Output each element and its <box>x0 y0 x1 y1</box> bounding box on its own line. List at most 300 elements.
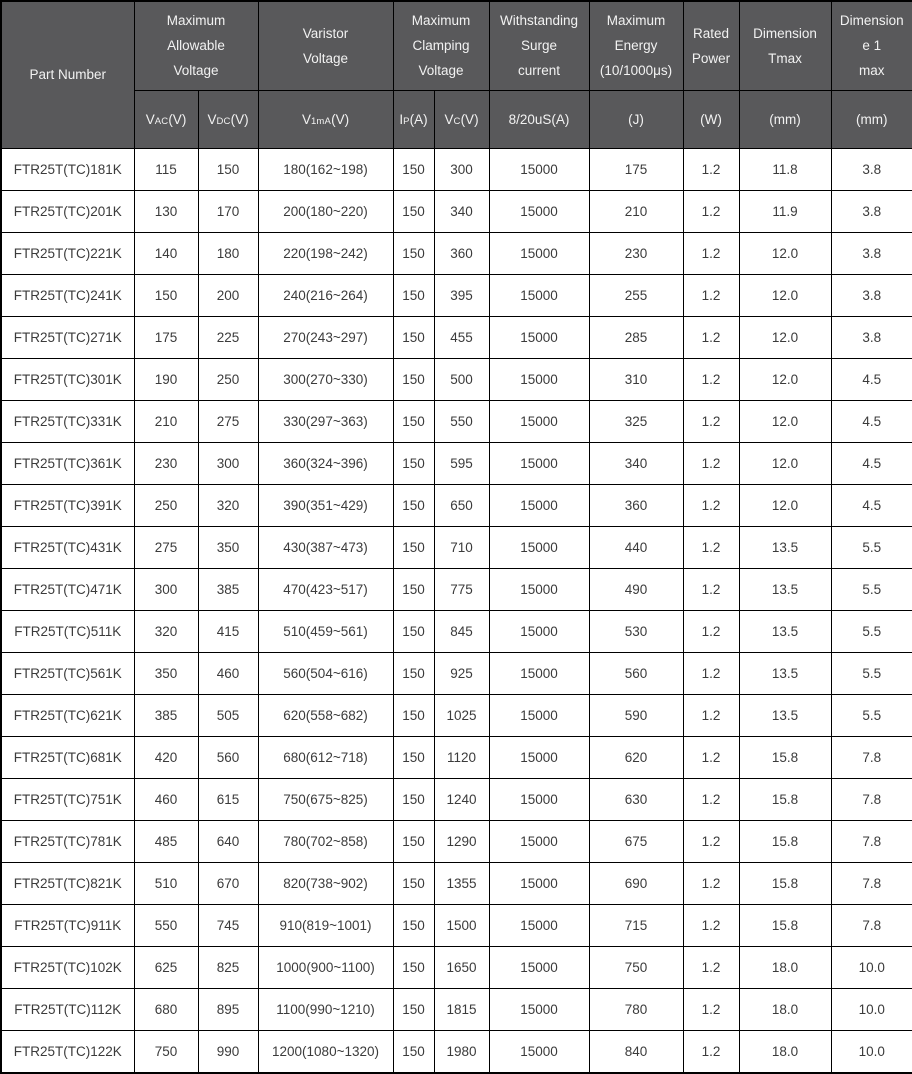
table-cell: 150 <box>393 526 434 568</box>
table-cell: 1.2 <box>683 484 739 526</box>
table-cell: 485 <box>134 820 198 862</box>
table-cell: 150 <box>393 232 434 274</box>
table-row <box>1 988 912 1030</box>
table-cell: 150 <box>393 484 434 526</box>
table-cell: 15000 <box>489 526 589 568</box>
table-cell: 15000 <box>489 694 589 736</box>
part-number-cell: FTR25T(TC)391K <box>1 484 134 526</box>
table-cell: 560 <box>198 736 258 778</box>
table-cell: 210 <box>589 190 683 232</box>
table-cell: 130 <box>134 190 198 232</box>
header-label-line: Voltage <box>418 63 464 79</box>
table-cell: 3.8 <box>831 148 912 190</box>
table-row <box>1 736 912 778</box>
table-cell: 1.2 <box>683 862 739 904</box>
col-group-maximum-allowable-voltage <box>134 1 258 90</box>
table-cell: 1650 <box>434 946 489 988</box>
table-row <box>1 232 912 274</box>
table-cell: 440 <box>589 526 683 568</box>
symbol-subscript: C <box>453 115 461 127</box>
table-row <box>1 148 912 190</box>
table-cell: 680(612~718) <box>258 736 393 778</box>
header-label-line: current <box>518 63 561 79</box>
part-number-cell: FTR25T(TC)561K <box>1 652 134 694</box>
header-label-line: Withstanding <box>500 13 579 29</box>
table-cell: 420 <box>134 736 198 778</box>
table-cell: 11.9 <box>739 190 831 232</box>
table-cell: 825 <box>198 946 258 988</box>
table-cell: 1.2 <box>683 190 739 232</box>
table-cell: 1.2 <box>683 316 739 358</box>
table-cell: 200(180~220) <box>258 190 393 232</box>
table-cell: 350 <box>198 526 258 568</box>
table-cell: 775 <box>434 568 489 610</box>
table-cell: 7.8 <box>831 736 912 778</box>
table-cell: 1.2 <box>683 820 739 862</box>
table-cell: 5.5 <box>831 568 912 610</box>
table-cell: 15000 <box>489 904 589 946</box>
table-header <box>1 1 912 148</box>
table-cell: 1815 <box>434 988 489 1030</box>
table-cell: 15.8 <box>739 904 831 946</box>
table-cell: 1500 <box>434 904 489 946</box>
symbol-unit: (V) <box>230 111 249 127</box>
header-label-line: Surge <box>521 38 558 54</box>
table-cell: 240(216~264) <box>258 274 393 316</box>
table-cell: 470(423~517) <box>258 568 393 610</box>
table-body <box>1 148 912 1073</box>
table-cell: 3.8 <box>831 274 912 316</box>
part-number-cell: FTR25T(TC)301K <box>1 358 134 400</box>
table-cell: 340 <box>589 442 683 484</box>
symbol-unit: (V) <box>168 111 187 127</box>
table-cell: 15000 <box>489 988 589 1030</box>
table-cell: 1290 <box>434 820 489 862</box>
table-cell: 150 <box>198 148 258 190</box>
header-label-line: Dimension <box>839 13 904 29</box>
table-cell: 460 <box>134 778 198 820</box>
table-cell: 15000 <box>489 190 589 232</box>
table-cell: 500 <box>434 358 489 400</box>
table-cell: 4.5 <box>831 442 912 484</box>
header-label-line: (10/1000μs) <box>599 63 673 79</box>
table-cell: 10.0 <box>831 988 912 1030</box>
table-cell: 12.0 <box>739 442 831 484</box>
table-row <box>1 694 912 736</box>
table-cell: 4.5 <box>831 358 912 400</box>
part-number-cell: FTR25T(TC)181K <box>1 148 134 190</box>
table-cell: 15000 <box>489 946 589 988</box>
table-cell: 10.0 <box>831 946 912 988</box>
header-label-line: Power <box>691 50 731 66</box>
table-cell: 385 <box>134 694 198 736</box>
table-cell: 615 <box>198 778 258 820</box>
table-cell: 360 <box>434 232 489 274</box>
table-cell: 750(675~825) <box>258 778 393 820</box>
table-cell: 845 <box>434 610 489 652</box>
table-cell: 300 <box>198 442 258 484</box>
table-cell: 590 <box>589 694 683 736</box>
header-label-line: Voltage <box>302 50 349 66</box>
table-cell: 3.8 <box>831 190 912 232</box>
table-row <box>1 400 912 442</box>
table-cell: 15000 <box>489 862 589 904</box>
table-cell: 13.5 <box>739 610 831 652</box>
table-cell: 15000 <box>489 1030 589 1073</box>
table-cell: 200 <box>198 274 258 316</box>
table-cell: 150 <box>393 148 434 190</box>
table-cell: 840 <box>589 1030 683 1073</box>
table-cell: 505 <box>198 694 258 736</box>
symbol-main: V <box>301 111 311 127</box>
table-cell: 1.2 <box>683 610 739 652</box>
symbol-subscript: AC <box>154 115 169 127</box>
table-cell: 925 <box>434 652 489 694</box>
table-cell: 745 <box>198 904 258 946</box>
table-cell: 150 <box>393 778 434 820</box>
table-cell: 150 <box>393 568 434 610</box>
col-header-vac <box>134 90 198 148</box>
table-cell: 13.5 <box>739 694 831 736</box>
table-row <box>1 274 912 316</box>
table-cell: 15000 <box>489 442 589 484</box>
table-cell: 1240 <box>434 778 489 820</box>
table-cell: 150 <box>393 862 434 904</box>
table-cell: 1.2 <box>683 652 739 694</box>
table-cell: 550 <box>134 904 198 946</box>
table-cell: 180(162~198) <box>258 148 393 190</box>
col-header-e1max-unit: (mm) <box>831 90 912 148</box>
table-cell: 140 <box>134 232 198 274</box>
table-row <box>1 1030 912 1073</box>
table-cell: 1.2 <box>683 778 739 820</box>
table-cell: 150 <box>393 904 434 946</box>
header-label-line: Maximum <box>411 13 471 29</box>
table-cell: 300(270~330) <box>258 358 393 400</box>
table-cell: 15000 <box>489 232 589 274</box>
table-cell: 15000 <box>489 736 589 778</box>
table-cell: 150 <box>134 274 198 316</box>
table-cell: 10.0 <box>831 1030 912 1073</box>
table-cell: 250 <box>134 484 198 526</box>
table-cell: 7.8 <box>831 904 912 946</box>
part-number-cell: FTR25T(TC)911K <box>1 904 134 946</box>
table-cell: 1355 <box>434 862 489 904</box>
table-cell: 675 <box>589 820 683 862</box>
table-cell: 5.5 <box>831 694 912 736</box>
header-label-line: Energy <box>614 38 658 54</box>
part-number-cell: FTR25T(TC)112K <box>1 988 134 1030</box>
table-cell: 1.2 <box>683 442 739 484</box>
table-cell: 1.2 <box>683 988 739 1030</box>
symbol-subscript: 1mA <box>310 115 332 127</box>
symbol-subscript: DC <box>216 115 231 127</box>
table-cell: 360(324~396) <box>258 442 393 484</box>
part-number-cell: FTR25T(TC)821K <box>1 862 134 904</box>
table-cell: 150 <box>393 820 434 862</box>
table-cell: 320 <box>134 610 198 652</box>
col-group-maximum-clamping-voltage <box>393 1 489 90</box>
table-cell: 150 <box>393 442 434 484</box>
header-label-line: e 1 <box>862 38 882 54</box>
table-cell: 11.8 <box>739 148 831 190</box>
symbol-main: I <box>399 111 404 127</box>
table-cell: 300 <box>134 568 198 610</box>
table-cell: 190 <box>134 358 198 400</box>
table-cell: 150 <box>393 652 434 694</box>
table-row <box>1 190 912 232</box>
table-cell: 325 <box>589 400 683 442</box>
table-cell: 13.5 <box>739 652 831 694</box>
table-cell: 650 <box>434 484 489 526</box>
table-cell: 220(198~242) <box>258 232 393 274</box>
table-cell: 12.0 <box>739 274 831 316</box>
table-cell: 1120 <box>434 736 489 778</box>
table-cell: 360 <box>589 484 683 526</box>
table-cell: 990 <box>198 1030 258 1073</box>
part-number-cell: FTR25T(TC)621K <box>1 694 134 736</box>
table-cell: 340 <box>434 190 489 232</box>
part-number-cell: FTR25T(TC)781K <box>1 820 134 862</box>
table-cell: 150 <box>393 610 434 652</box>
col-group-rated-power <box>683 1 739 90</box>
col-header-surge: 8/20uS(A) <box>489 90 589 148</box>
table-cell: 210 <box>134 400 198 442</box>
part-number-cell: FTR25T(TC)331K <box>1 400 134 442</box>
col-header-v1ma <box>258 90 393 148</box>
col-header-vc <box>434 90 489 148</box>
part-number-cell: FTR25T(TC)241K <box>1 274 134 316</box>
table-cell: 680 <box>134 988 198 1030</box>
table-cell: 15.8 <box>739 736 831 778</box>
table-row <box>1 358 912 400</box>
part-number-cell: FTR25T(TC)361K <box>1 442 134 484</box>
symbol-main: V <box>145 111 155 127</box>
col-header-vdc <box>198 90 258 148</box>
table-cell: 1.2 <box>683 904 739 946</box>
col-group-withstanding-surge-current <box>489 1 589 90</box>
table-cell: 5.5 <box>831 610 912 652</box>
table-cell: 255 <box>589 274 683 316</box>
table-cell: 670 <box>198 862 258 904</box>
table-cell: 780(702~858) <box>258 820 393 862</box>
table-cell: 1.2 <box>683 736 739 778</box>
table-cell: 1025 <box>434 694 489 736</box>
table-cell: 13.5 <box>739 526 831 568</box>
col-group-dimension-e1-max <box>831 1 912 90</box>
table-cell: 4.5 <box>831 400 912 442</box>
table-cell: 270(243~297) <box>258 316 393 358</box>
part-number-cell: FTR25T(TC)471K <box>1 568 134 610</box>
part-number-cell: FTR25T(TC)751K <box>1 778 134 820</box>
table-cell: 3.8 <box>831 316 912 358</box>
table-cell: 620 <box>589 736 683 778</box>
table-cell: 150 <box>393 946 434 988</box>
table-cell: 275 <box>198 400 258 442</box>
table-row <box>1 442 912 484</box>
table-cell: 560(504~616) <box>258 652 393 694</box>
table-cell: 225 <box>198 316 258 358</box>
table-cell: 180 <box>198 232 258 274</box>
table-cell: 7.8 <box>831 862 912 904</box>
table-cell: 320 <box>198 484 258 526</box>
table-cell: 1.2 <box>683 232 739 274</box>
table-cell: 15000 <box>489 148 589 190</box>
table-cell: 390(351~429) <box>258 484 393 526</box>
table-cell: 625 <box>134 946 198 988</box>
col-group-maximum-energy <box>589 1 683 90</box>
table-cell: 18.0 <box>739 1030 831 1073</box>
table-cell: 1200(1080~1320) <box>258 1030 393 1073</box>
table-cell: 710 <box>434 526 489 568</box>
part-number-cell: FTR25T(TC)201K <box>1 190 134 232</box>
header-label-line: Rated <box>693 25 730 41</box>
table-cell: 12.0 <box>739 358 831 400</box>
table-cell: 350 <box>134 652 198 694</box>
table-cell: 15000 <box>489 820 589 862</box>
table-cell: 15000 <box>489 484 589 526</box>
table-cell: 300 <box>434 148 489 190</box>
table-cell: 715 <box>589 904 683 946</box>
table-cell: 7.8 <box>831 820 912 862</box>
part-number-cell: FTR25T(TC)271K <box>1 316 134 358</box>
table-cell: 150 <box>393 358 434 400</box>
table-cell: 1000(900~1100) <box>258 946 393 988</box>
part-number-cell: FTR25T(TC)681K <box>1 736 134 778</box>
table-cell: 415 <box>198 610 258 652</box>
header-label-line: Varistor <box>302 25 349 41</box>
symbol-unit: (V) <box>331 111 350 127</box>
table-cell: 490 <box>589 568 683 610</box>
table-cell: 1.2 <box>683 274 739 316</box>
table-cell: 150 <box>393 274 434 316</box>
table-cell: 15.8 <box>739 820 831 862</box>
col-group-part-number: Part Number <box>1 1 134 148</box>
part-number-cell: FTR25T(TC)221K <box>1 232 134 274</box>
table-cell: 12.0 <box>739 400 831 442</box>
table-cell: 150 <box>393 988 434 1030</box>
table-row <box>1 526 912 568</box>
table-cell: 15.8 <box>739 778 831 820</box>
header-row-groups <box>1 1 912 90</box>
table-cell: 1.2 <box>683 568 739 610</box>
table-cell: 510(459~561) <box>258 610 393 652</box>
table-cell: 175 <box>589 148 683 190</box>
table-cell: 1.2 <box>683 946 739 988</box>
col-header-tmax-unit: (mm) <box>739 90 831 148</box>
table-row <box>1 904 912 946</box>
table-cell: 690 <box>589 862 683 904</box>
symbol-subscript: P <box>403 115 410 127</box>
table-cell: 1.2 <box>683 148 739 190</box>
table-cell: 12.0 <box>739 484 831 526</box>
table-cell: 18.0 <box>739 946 831 988</box>
table-cell: 560 <box>589 652 683 694</box>
table-cell: 275 <box>134 526 198 568</box>
table-cell: 1980 <box>434 1030 489 1073</box>
table-cell: 5.5 <box>831 526 912 568</box>
table-row <box>1 652 912 694</box>
table-cell: 1100(990~1210) <box>258 988 393 1030</box>
col-header-power: (W) <box>683 90 739 148</box>
table-cell: 780 <box>589 988 683 1030</box>
table-cell: 640 <box>198 820 258 862</box>
table-row <box>1 568 912 610</box>
table-cell: 15000 <box>489 652 589 694</box>
symbol-main: V <box>207 111 217 127</box>
table-cell: 13.5 <box>739 568 831 610</box>
table-cell: 15000 <box>489 274 589 316</box>
table-cell: 630 <box>589 778 683 820</box>
table-cell: 310 <box>589 358 683 400</box>
table-cell: 175 <box>134 316 198 358</box>
table-cell: 18.0 <box>739 988 831 1030</box>
table-row <box>1 946 912 988</box>
table-cell: 530 <box>589 610 683 652</box>
table-cell: 250 <box>198 358 258 400</box>
part-number-cell: FTR25T(TC)511K <box>1 610 134 652</box>
table-cell: 750 <box>134 1030 198 1073</box>
table-cell: 895 <box>198 988 258 1030</box>
table-cell: 15000 <box>489 358 589 400</box>
table-cell: 170 <box>198 190 258 232</box>
table-cell: 4.5 <box>831 484 912 526</box>
table-row <box>1 778 912 820</box>
symbol-unit: (V) <box>460 111 479 127</box>
header-label-line: Maximum <box>166 13 226 29</box>
table-cell: 3.8 <box>831 232 912 274</box>
header-label-line: max <box>859 63 885 79</box>
table-cell: 1.2 <box>683 526 739 568</box>
part-number-cell: FTR25T(TC)431K <box>1 526 134 568</box>
header-label-line: Allowable <box>167 38 225 54</box>
table-cell: 12.0 <box>739 316 831 358</box>
table-row <box>1 820 912 862</box>
table-cell: 910(819~1001) <box>258 904 393 946</box>
table-cell: 15.8 <box>739 862 831 904</box>
header-label-line: Voltage <box>173 63 219 79</box>
table-cell: 115 <box>134 148 198 190</box>
table-cell: 7.8 <box>831 778 912 820</box>
table-cell: 455 <box>434 316 489 358</box>
table-cell: 15000 <box>489 610 589 652</box>
table-cell: 150 <box>393 400 434 442</box>
table-cell: 395 <box>434 274 489 316</box>
table-cell: 12.0 <box>739 232 831 274</box>
header-row-units <box>1 90 912 148</box>
table-cell: 150 <box>393 1030 434 1073</box>
table-row <box>1 316 912 358</box>
table-cell: 150 <box>393 316 434 358</box>
table-cell: 460 <box>198 652 258 694</box>
header-label-line: Clamping <box>412 38 470 54</box>
table-cell: 150 <box>393 694 434 736</box>
col-header-energy: (J) <box>589 90 683 148</box>
table-cell: 430(387~473) <box>258 526 393 568</box>
table-cell: 15000 <box>489 400 589 442</box>
table-row <box>1 862 912 904</box>
table-cell: 15000 <box>489 778 589 820</box>
table-cell: 385 <box>198 568 258 610</box>
table-cell: 15000 <box>489 568 589 610</box>
header-label-line: Dimension <box>753 25 817 41</box>
table-cell: 1.2 <box>683 694 739 736</box>
table-cell: 595 <box>434 442 489 484</box>
table-cell: 1.2 <box>683 400 739 442</box>
symbol-unit: (A) <box>409 111 428 127</box>
symbol-main: V <box>444 111 454 127</box>
table-cell: 5.5 <box>831 652 912 694</box>
